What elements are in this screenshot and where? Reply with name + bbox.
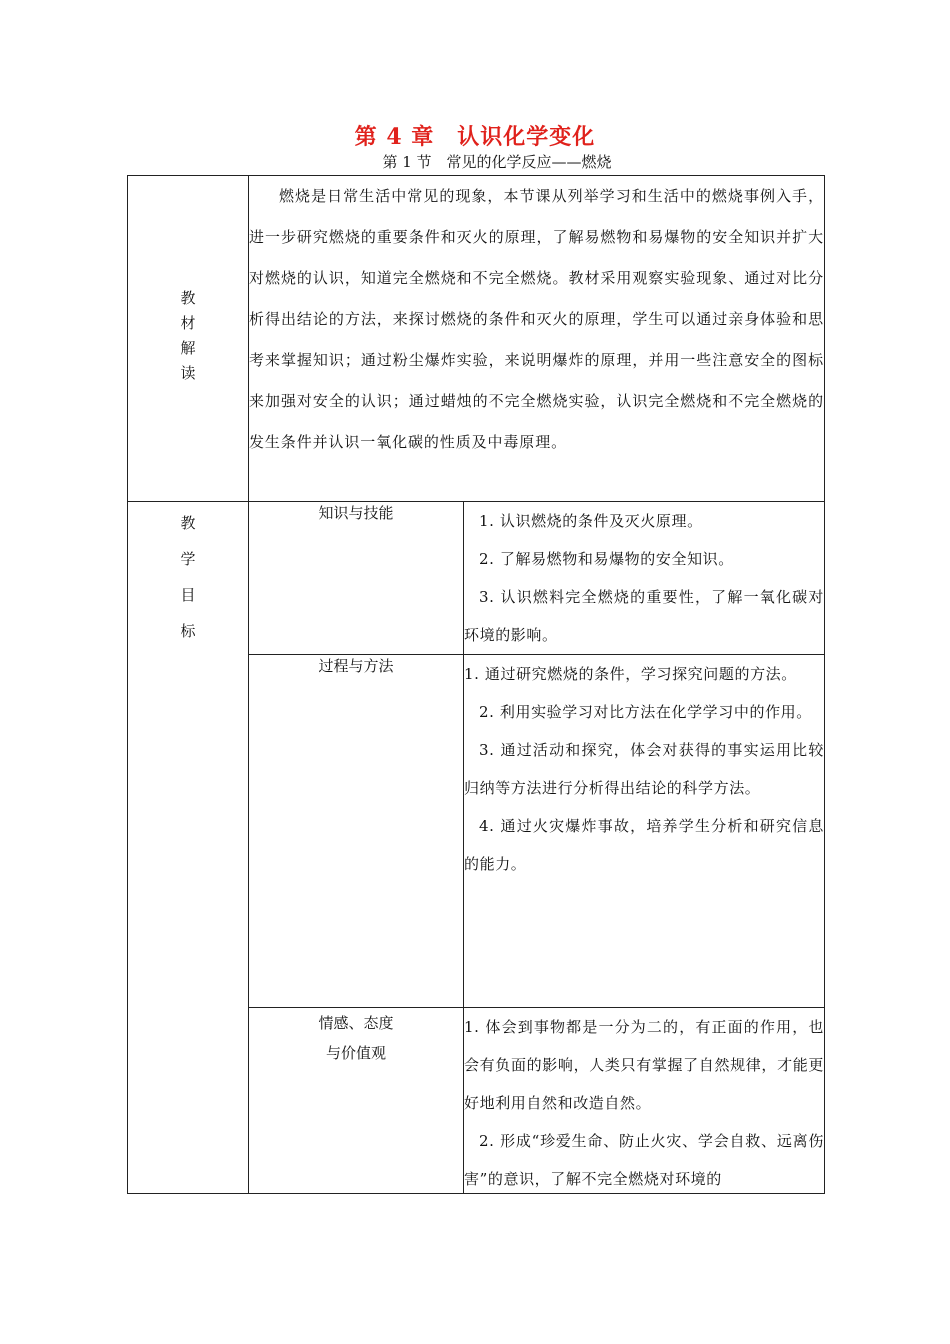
intro-category-char: 读 bbox=[180, 364, 196, 382]
section-title: 第 1 节 常见的化学反应——燃烧 bbox=[382, 153, 612, 171]
intro-category-char: 解 bbox=[180, 339, 196, 357]
objective-item: 1. 体会到事物都是一分为二的，有正面的作用，也会有负面的影响，人类只有掌握了自然规律，才能更好地利用自然和改造自然。 bbox=[464, 1018, 824, 1112]
objective-content-cell bbox=[464, 1008, 825, 1194]
objectives-category-char: 目 bbox=[180, 586, 196, 604]
chapter-title: 第 4 章 认识化学变化 bbox=[354, 124, 596, 150]
intro-text-cell bbox=[249, 176, 825, 502]
intro-row bbox=[128, 176, 825, 502]
objective-item: 1. 通过研究燃烧的条件，学习探究问题的方法。 bbox=[464, 665, 797, 683]
objective-label: 过程与方法 bbox=[318, 657, 394, 675]
objective-label: 知识与技能 bbox=[318, 504, 394, 522]
objectives-category-cell bbox=[128, 502, 249, 1194]
objectives-category-char: 标 bbox=[180, 622, 196, 640]
objective-label-cell bbox=[249, 1008, 464, 1194]
objective-item: 2. 利用实验学习对比方法在化学学习中的作用。 bbox=[479, 703, 812, 721]
objective-label-line: 与价值观 bbox=[325, 1044, 386, 1062]
objectives-category-char: 学 bbox=[180, 550, 196, 568]
intro-category-char: 教 bbox=[180, 289, 196, 307]
objective-label-line: 情感、态度 bbox=[318, 1014, 394, 1032]
objective-label-cell bbox=[249, 655, 464, 1008]
objective-content-cell bbox=[464, 655, 825, 1008]
lesson-plan-table bbox=[127, 175, 825, 1194]
objective-content-cell bbox=[464, 502, 825, 655]
intro-paragraph: 燃烧是日常生活中常见的现象，本节课从列举学习和生活中的燃烧事例入手，进一步研究燃烧的重要条件和灭火的原理，了解易燃物和易爆物的安全知识并扩大对燃烧的认识，知道完全燃烧和不完全燃烧。教材采用观察实验现象、通过对比分析得出结论的方法，来探讨燃烧的条件和灭火的原理，学生可以通过亲身体验和思考来掌握知识；通过粉尘爆炸实验，来说明爆炸的原理，并用一些注意安全的图标来加强对安全的认识；通过蜡烛的不完全燃烧实验，认识完全燃烧和不完全燃烧的发生条件并认识一氧化碳的性质及中毒原理。 bbox=[249, 187, 824, 451]
intro-category-cell bbox=[128, 176, 249, 502]
objectives-category-char: 教 bbox=[180, 514, 196, 532]
intro-category-char: 材 bbox=[180, 314, 196, 332]
objective-item: 1. 认识燃烧的条件及灭火原理。 bbox=[479, 512, 703, 530]
objective-item: 2. 了解易燃物和易爆物的安全知识。 bbox=[479, 550, 734, 568]
objective-item: 4. 通过火灾爆炸事故，培养学生分析和研究信息的能力。 bbox=[464, 817, 824, 873]
objective-label-cell bbox=[249, 502, 464, 655]
objective-item: 2. 形成“珍爱生命、防止火灾、学会自救、远离伤害”的意识，了解不完全燃烧对环境的 bbox=[464, 1132, 824, 1188]
objective-item: 3. 认识燃料完全燃烧的重要性，了解一氧化碳对环境的影响。 bbox=[464, 588, 824, 644]
objective-item: 3. 通过活动和探究，体会对获得的事实运用比较归纳等方法进行分析得出结论的科学方法。 bbox=[464, 741, 824, 797]
objective-row-knowledge bbox=[128, 502, 825, 655]
